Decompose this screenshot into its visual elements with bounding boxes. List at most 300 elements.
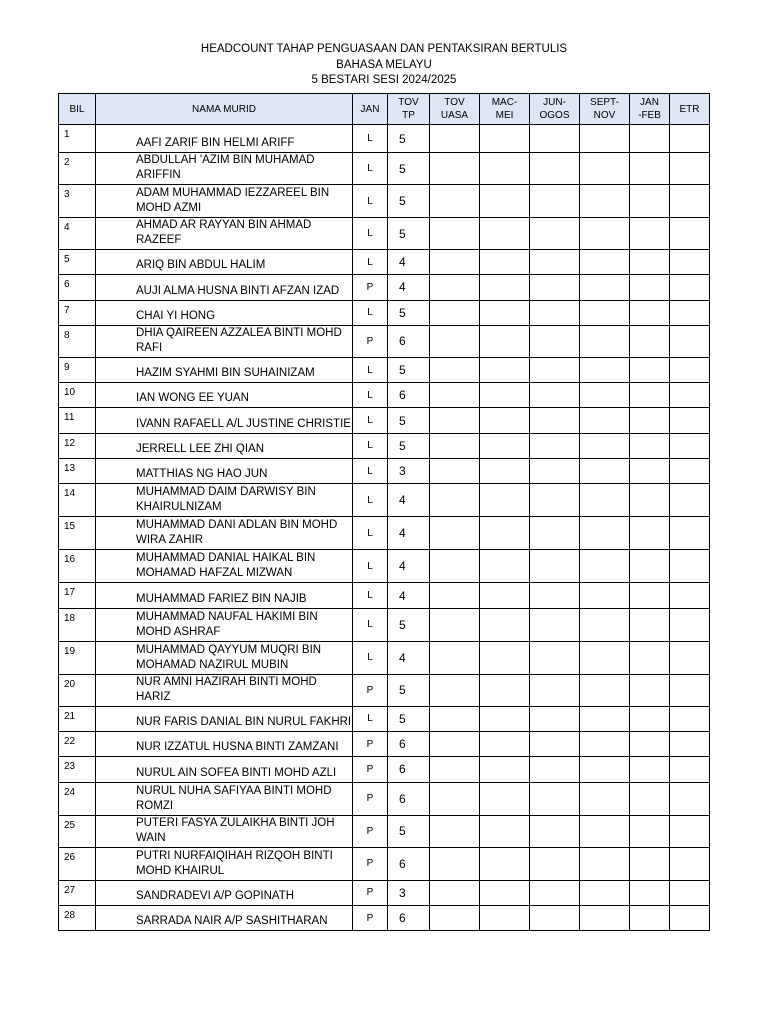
gender-cell: L bbox=[353, 357, 388, 382]
gender-cell: P bbox=[353, 731, 388, 756]
tov-uasa-cell bbox=[430, 847, 480, 880]
table-row bbox=[59, 583, 710, 608]
gender-cell: P bbox=[353, 847, 388, 880]
etr-cell bbox=[670, 641, 710, 674]
mac-mei-cell bbox=[480, 731, 530, 756]
sept-nov-cell bbox=[580, 550, 630, 583]
jan-feb-cell bbox=[630, 275, 670, 300]
table-row bbox=[59, 847, 710, 880]
etr-cell bbox=[670, 905, 710, 930]
jan-feb-cell bbox=[630, 641, 670, 674]
mac-mei-cell bbox=[480, 459, 530, 484]
tov-tp-cell: 5 bbox=[388, 408, 430, 433]
tov-uasa-cell bbox=[430, 731, 480, 756]
sept-nov-cell bbox=[580, 357, 630, 382]
gender-cell: L bbox=[353, 459, 388, 484]
student-name: ADAM MUHAMMAD IEZZAREEL BIN MOHD AZMI bbox=[96, 185, 353, 218]
etr-cell bbox=[670, 408, 710, 433]
sept-nov-cell bbox=[580, 250, 630, 275]
student-name: NURUL AIN SOFEA BINTI MOHD AZLI bbox=[96, 757, 353, 782]
mac-mei-cell bbox=[480, 880, 530, 905]
tov-uasa-cell bbox=[430, 300, 480, 325]
tov-uasa-cell bbox=[430, 674, 480, 706]
jun-ogos-cell bbox=[530, 517, 580, 550]
jun-ogos-cell bbox=[530, 484, 580, 517]
jan-feb-cell bbox=[630, 880, 670, 905]
tov-uasa-cell bbox=[430, 383, 480, 408]
tov-tp-cell: 6 bbox=[388, 782, 430, 815]
sept-nov-cell bbox=[580, 325, 630, 357]
jan-feb-cell bbox=[630, 357, 670, 382]
etr-cell bbox=[670, 517, 710, 550]
jun-ogos-cell bbox=[530, 641, 580, 674]
gender-cell: L bbox=[353, 218, 388, 250]
table-row bbox=[59, 641, 710, 674]
jan-feb-cell bbox=[630, 583, 670, 608]
student-name: MUHAMMAD DANIAL HAIKAL BIN MOHAMAD HAFZAL MIZWAN bbox=[96, 550, 353, 583]
jan-feb-cell bbox=[630, 459, 670, 484]
gender-cell: P bbox=[353, 325, 388, 357]
tov-uasa-cell bbox=[430, 757, 480, 782]
row-number: 16 bbox=[59, 550, 96, 583]
tov-uasa-cell bbox=[430, 608, 480, 641]
tov-tp-cell: 6 bbox=[388, 325, 430, 357]
student-name: PUTERI FASYA ZULAIKHA BINTI JOH WAIN bbox=[96, 815, 353, 847]
sept-nov-cell bbox=[580, 674, 630, 706]
row-number: 20 bbox=[59, 674, 96, 706]
tov-uasa-cell bbox=[430, 550, 480, 583]
mac-mei-cell bbox=[480, 815, 530, 847]
table-row bbox=[59, 325, 710, 357]
jan-feb-cell bbox=[630, 731, 670, 756]
gender-cell: P bbox=[353, 674, 388, 706]
jun-ogos-cell bbox=[530, 583, 580, 608]
gender-cell: L bbox=[353, 484, 388, 517]
jan-feb-cell bbox=[630, 674, 670, 706]
tov-tp-cell: 4 bbox=[388, 583, 430, 608]
sept-nov-cell bbox=[580, 185, 630, 218]
mac-mei-cell bbox=[480, 218, 530, 250]
row-number: 11 bbox=[59, 408, 96, 433]
row-number: 19 bbox=[59, 641, 96, 674]
row-number: 26 bbox=[59, 847, 96, 880]
jan-feb-cell bbox=[630, 706, 670, 731]
sept-nov-cell bbox=[580, 408, 630, 433]
sept-nov-cell bbox=[580, 880, 630, 905]
student-name: JERRELL LEE ZHI QIAN bbox=[96, 433, 353, 458]
row-number: 18 bbox=[59, 608, 96, 641]
tov-tp-cell: 6 bbox=[388, 383, 430, 408]
mac-mei-cell bbox=[480, 125, 530, 153]
mac-mei-cell bbox=[480, 674, 530, 706]
etr-cell bbox=[670, 674, 710, 706]
tov-tp-cell: 4 bbox=[388, 517, 430, 550]
tov-uasa-cell bbox=[430, 325, 480, 357]
etr-cell bbox=[670, 300, 710, 325]
jun-ogos-cell bbox=[530, 905, 580, 930]
sept-nov-cell bbox=[580, 517, 630, 550]
etr-cell bbox=[670, 880, 710, 905]
student-name: AUJI ALMA HUSNA BINTI AFZAN IZAD bbox=[96, 275, 353, 300]
student-name: MUHAMMAD FARIEZ BIN NAJIB bbox=[96, 583, 353, 608]
tov-tp-cell: 5 bbox=[388, 674, 430, 706]
jan-feb-cell bbox=[630, 484, 670, 517]
student-name: MUHAMMAD QAYYUM MUQRI BIN MOHAMAD NAZIRUL MUBIN bbox=[96, 641, 353, 674]
tov-uasa-cell bbox=[430, 484, 480, 517]
jan-feb-cell bbox=[630, 433, 670, 458]
row-number: 15 bbox=[59, 517, 96, 550]
jan-feb-cell bbox=[630, 250, 670, 275]
student-name: AHMAD AR RAYYAN BIN AHMAD RAZEEF bbox=[96, 218, 353, 250]
table-row bbox=[59, 517, 710, 550]
jan-feb-cell bbox=[630, 847, 670, 880]
header-jan-feb: JAN -FEB bbox=[630, 94, 670, 125]
row-number: 3 bbox=[59, 185, 96, 218]
etr-cell bbox=[670, 550, 710, 583]
sept-nov-cell bbox=[580, 125, 630, 153]
jan-feb-cell bbox=[630, 782, 670, 815]
sept-nov-cell bbox=[580, 218, 630, 250]
sept-nov-cell bbox=[580, 300, 630, 325]
gender-cell: L bbox=[353, 408, 388, 433]
jan-feb-cell bbox=[630, 550, 670, 583]
header-tov-tp: TOV TP bbox=[388, 94, 430, 125]
tov-uasa-cell bbox=[430, 153, 480, 185]
jun-ogos-cell bbox=[530, 847, 580, 880]
jun-ogos-cell bbox=[530, 218, 580, 250]
gender-cell: L bbox=[353, 125, 388, 153]
table-row bbox=[59, 383, 710, 408]
jun-ogos-cell bbox=[530, 408, 580, 433]
row-number: 21 bbox=[59, 706, 96, 731]
gender-cell: L bbox=[353, 608, 388, 641]
tov-uasa-cell bbox=[430, 880, 480, 905]
jan-feb-cell bbox=[630, 408, 670, 433]
row-number: 7 bbox=[59, 300, 96, 325]
etr-cell bbox=[670, 250, 710, 275]
header-mac-mei: MAC- MEI bbox=[480, 94, 530, 125]
jan-feb-cell bbox=[630, 608, 670, 641]
tov-tp-cell: 4 bbox=[388, 275, 430, 300]
student-name: ABDULLAH 'AZIM BIN MUHAMAD ARIFFIN bbox=[96, 153, 353, 185]
tov-tp-cell: 5 bbox=[388, 153, 430, 185]
student-name: MUHAMMAD DANI ADLAN BIN MOHD WIRA ZAHIR bbox=[96, 517, 353, 550]
mac-mei-cell bbox=[480, 300, 530, 325]
jun-ogos-cell bbox=[530, 185, 580, 218]
tov-uasa-cell bbox=[430, 433, 480, 458]
mac-mei-cell bbox=[480, 250, 530, 275]
student-name: CHAI YI HONG bbox=[96, 300, 353, 325]
row-number: 12 bbox=[59, 433, 96, 458]
etr-cell bbox=[670, 847, 710, 880]
gender-cell: P bbox=[353, 880, 388, 905]
tov-uasa-cell bbox=[430, 905, 480, 930]
jun-ogos-cell bbox=[530, 125, 580, 153]
etr-cell bbox=[670, 275, 710, 300]
tov-tp-cell: 4 bbox=[388, 550, 430, 583]
gender-cell: L bbox=[353, 185, 388, 218]
mac-mei-cell bbox=[480, 905, 530, 930]
jun-ogos-cell bbox=[530, 325, 580, 357]
header-tov-uasa: TOV UASA bbox=[430, 94, 480, 125]
etr-cell bbox=[670, 125, 710, 153]
mac-mei-cell bbox=[480, 782, 530, 815]
sept-nov-cell bbox=[580, 641, 630, 674]
mac-mei-cell bbox=[480, 517, 530, 550]
table-row bbox=[59, 250, 710, 275]
sept-nov-cell bbox=[580, 608, 630, 641]
header-sept-nov: SEPT- NOV bbox=[580, 94, 630, 125]
jan-feb-cell bbox=[630, 325, 670, 357]
gender-cell: L bbox=[353, 583, 388, 608]
tov-tp-cell: 6 bbox=[388, 731, 430, 756]
sept-nov-cell bbox=[580, 706, 630, 731]
row-number: 8 bbox=[59, 325, 96, 357]
tov-uasa-cell bbox=[430, 250, 480, 275]
row-number: 2 bbox=[59, 153, 96, 185]
tov-tp-cell: 5 bbox=[388, 357, 430, 382]
jan-feb-cell bbox=[630, 905, 670, 930]
document-title bbox=[0, 42, 768, 89]
table-row bbox=[59, 880, 710, 905]
tov-uasa-cell bbox=[430, 275, 480, 300]
jun-ogos-cell bbox=[530, 608, 580, 641]
table-row bbox=[59, 674, 710, 706]
etr-cell bbox=[670, 459, 710, 484]
table-row bbox=[59, 300, 710, 325]
row-number: 25 bbox=[59, 815, 96, 847]
jun-ogos-cell bbox=[530, 275, 580, 300]
sept-nov-cell bbox=[580, 459, 630, 484]
title-line-1: HEADCOUNT TAHAP PENGUASAAN DAN PENTAKSIRAN BERTULIS bbox=[200, 43, 568, 55]
student-name: IVANN RAFAELL A/L JUSTINE CHRISTIE bbox=[96, 408, 353, 433]
etr-cell bbox=[670, 731, 710, 756]
title-line-2: BAHASA MELAYU bbox=[336, 58, 432, 71]
etr-cell bbox=[670, 357, 710, 382]
tov-uasa-cell bbox=[430, 459, 480, 484]
gender-cell: L bbox=[353, 300, 388, 325]
headcount-table bbox=[58, 93, 710, 931]
tov-uasa-cell bbox=[430, 408, 480, 433]
gender-cell: P bbox=[353, 782, 388, 815]
tov-tp-cell: 4 bbox=[388, 250, 430, 275]
table-row bbox=[59, 408, 710, 433]
tov-tp-cell: 5 bbox=[388, 185, 430, 218]
gender-cell: L bbox=[353, 250, 388, 275]
row-number: 6 bbox=[59, 275, 96, 300]
etr-cell bbox=[670, 757, 710, 782]
etr-cell bbox=[670, 185, 710, 218]
mac-mei-cell bbox=[480, 185, 530, 218]
table-row bbox=[59, 185, 710, 218]
tov-uasa-cell bbox=[430, 782, 480, 815]
tov-tp-cell: 6 bbox=[388, 757, 430, 782]
mac-mei-cell bbox=[480, 706, 530, 731]
row-number: 28 bbox=[59, 905, 96, 930]
tov-tp-cell: 6 bbox=[388, 847, 430, 880]
sept-nov-cell bbox=[580, 583, 630, 608]
jun-ogos-cell bbox=[530, 300, 580, 325]
student-name: ARIQ BIN ABDUL HALIM bbox=[96, 250, 353, 275]
row-number: 17 bbox=[59, 583, 96, 608]
jan-feb-cell bbox=[630, 153, 670, 185]
mac-mei-cell bbox=[480, 408, 530, 433]
student-name: NUR FARIS DANIAL BIN NURUL FAKHRI bbox=[96, 706, 353, 731]
etr-cell bbox=[670, 608, 710, 641]
tov-tp-cell: 5 bbox=[388, 300, 430, 325]
sept-nov-cell bbox=[580, 782, 630, 815]
row-number: 9 bbox=[59, 357, 96, 382]
table-row bbox=[59, 433, 710, 458]
student-name: MUHAMMAD NAUFAL HAKIMI BIN MOHD ASHRAF bbox=[96, 608, 353, 641]
mac-mei-cell bbox=[480, 383, 530, 408]
tov-uasa-cell bbox=[430, 583, 480, 608]
tov-tp-cell: 5 bbox=[388, 815, 430, 847]
etr-cell bbox=[670, 433, 710, 458]
tov-uasa-cell bbox=[430, 125, 480, 153]
jun-ogos-cell bbox=[530, 757, 580, 782]
sept-nov-cell bbox=[580, 153, 630, 185]
jun-ogos-cell bbox=[530, 674, 580, 706]
mac-mei-cell bbox=[480, 357, 530, 382]
jun-ogos-cell bbox=[530, 433, 580, 458]
mac-mei-cell bbox=[480, 550, 530, 583]
table-row bbox=[59, 905, 710, 930]
gender-cell: L bbox=[353, 706, 388, 731]
jun-ogos-cell bbox=[530, 250, 580, 275]
title-line-3: 5 BESTARI SESI 2024/2025 bbox=[311, 74, 457, 86]
tov-tp-cell: 5 bbox=[388, 125, 430, 153]
tov-tp-cell: 6 bbox=[388, 905, 430, 930]
tov-uasa-cell bbox=[430, 357, 480, 382]
row-number: 5 bbox=[59, 250, 96, 275]
gender-cell: L bbox=[353, 517, 388, 550]
table-row bbox=[59, 706, 710, 731]
gender-cell: L bbox=[353, 383, 388, 408]
jan-feb-cell bbox=[630, 300, 670, 325]
tov-uasa-cell bbox=[430, 517, 480, 550]
mac-mei-cell bbox=[480, 433, 530, 458]
student-name: MUHAMMAD DAIM DARWISY BIN KHAIRULNIZAM bbox=[96, 484, 353, 517]
student-name: NUR IZZATUL HUSNA BINTI ZAMZANI bbox=[96, 731, 353, 756]
row-number: 22 bbox=[59, 731, 96, 756]
tov-tp-cell: 3 bbox=[388, 880, 430, 905]
tov-uasa-cell bbox=[430, 185, 480, 218]
jan-feb-cell bbox=[630, 757, 670, 782]
sept-nov-cell bbox=[580, 905, 630, 930]
tov-tp-cell: 4 bbox=[388, 641, 430, 674]
header-nama-murid: NAMA MURID bbox=[96, 94, 353, 125]
row-number: 23 bbox=[59, 757, 96, 782]
etr-cell bbox=[670, 815, 710, 847]
header-etr: ETR bbox=[670, 94, 710, 125]
mac-mei-cell bbox=[480, 847, 530, 880]
tov-tp-cell: 3 bbox=[388, 459, 430, 484]
jan-feb-cell bbox=[630, 383, 670, 408]
tov-tp-cell: 4 bbox=[388, 484, 430, 517]
table-row bbox=[59, 782, 710, 815]
student-name: SARRADA NAIR A/P SASHITHARAN bbox=[96, 905, 353, 930]
jan-feb-cell bbox=[630, 125, 670, 153]
mac-mei-cell bbox=[480, 275, 530, 300]
tov-tp-cell: 5 bbox=[388, 608, 430, 641]
row-number: 10 bbox=[59, 383, 96, 408]
gender-cell: L bbox=[353, 550, 388, 583]
student-name: PUTRI NURFAIQIHAH RIZQOH BINTI MOHD KHAIRUL bbox=[96, 847, 353, 880]
table-row bbox=[59, 218, 710, 250]
jan-feb-cell bbox=[630, 218, 670, 250]
jun-ogos-cell bbox=[530, 459, 580, 484]
gender-cell: P bbox=[353, 275, 388, 300]
tov-uasa-cell bbox=[430, 641, 480, 674]
jun-ogos-cell bbox=[530, 153, 580, 185]
table-row bbox=[59, 815, 710, 847]
tov-uasa-cell bbox=[430, 815, 480, 847]
mac-mei-cell bbox=[480, 608, 530, 641]
sept-nov-cell bbox=[580, 433, 630, 458]
sept-nov-cell bbox=[580, 275, 630, 300]
student-name: NURUL NUHA SAFIYAA BINTI MOHD ROMZI bbox=[96, 782, 353, 815]
student-name: DHIA QAIREEN AZZALEA BINTI MOHD RAFI bbox=[96, 325, 353, 357]
etr-cell bbox=[670, 782, 710, 815]
table-row bbox=[59, 550, 710, 583]
jan-feb-cell bbox=[630, 517, 670, 550]
student-name: NUR AMNI HAZIRAH BINTI MOHD HARIZ bbox=[96, 674, 353, 706]
gender-cell: P bbox=[353, 815, 388, 847]
table-row bbox=[59, 757, 710, 782]
tov-tp-cell: 5 bbox=[388, 433, 430, 458]
row-number: 27 bbox=[59, 880, 96, 905]
header-bil: BIL bbox=[59, 94, 96, 125]
table-row bbox=[59, 357, 710, 382]
mac-mei-cell bbox=[480, 484, 530, 517]
student-name: SANDRADEVI A/P GOPINATH bbox=[96, 880, 353, 905]
table-row bbox=[59, 153, 710, 185]
sept-nov-cell bbox=[580, 757, 630, 782]
jun-ogos-cell bbox=[530, 815, 580, 847]
header-jun-ogos: JUN- OGOS bbox=[530, 94, 580, 125]
mac-mei-cell bbox=[480, 757, 530, 782]
etr-cell bbox=[670, 218, 710, 250]
header-row bbox=[59, 94, 710, 125]
mac-mei-cell bbox=[480, 153, 530, 185]
header-jan: JAN bbox=[353, 94, 388, 125]
etr-cell bbox=[670, 383, 710, 408]
table-row bbox=[59, 125, 710, 153]
tov-uasa-cell bbox=[430, 218, 480, 250]
etr-cell bbox=[670, 484, 710, 517]
sept-nov-cell bbox=[580, 731, 630, 756]
student-name: MATTHIAS NG HAO JUN bbox=[96, 459, 353, 484]
table-row bbox=[59, 459, 710, 484]
student-name: IAN WONG EE YUAN bbox=[96, 383, 353, 408]
jun-ogos-cell bbox=[530, 731, 580, 756]
sept-nov-cell bbox=[580, 484, 630, 517]
etr-cell bbox=[670, 706, 710, 731]
table-row bbox=[59, 275, 710, 300]
mac-mei-cell bbox=[480, 583, 530, 608]
student-name: HAZIM SYAHMI BIN SUHAINIZAM bbox=[96, 357, 353, 382]
etr-cell bbox=[670, 325, 710, 357]
table-row bbox=[59, 608, 710, 641]
gender-cell: L bbox=[353, 641, 388, 674]
jan-feb-cell bbox=[630, 815, 670, 847]
mac-mei-cell bbox=[480, 641, 530, 674]
jan-feb-cell bbox=[630, 185, 670, 218]
table-row bbox=[59, 484, 710, 517]
tov-uasa-cell bbox=[430, 706, 480, 731]
etr-cell bbox=[670, 583, 710, 608]
